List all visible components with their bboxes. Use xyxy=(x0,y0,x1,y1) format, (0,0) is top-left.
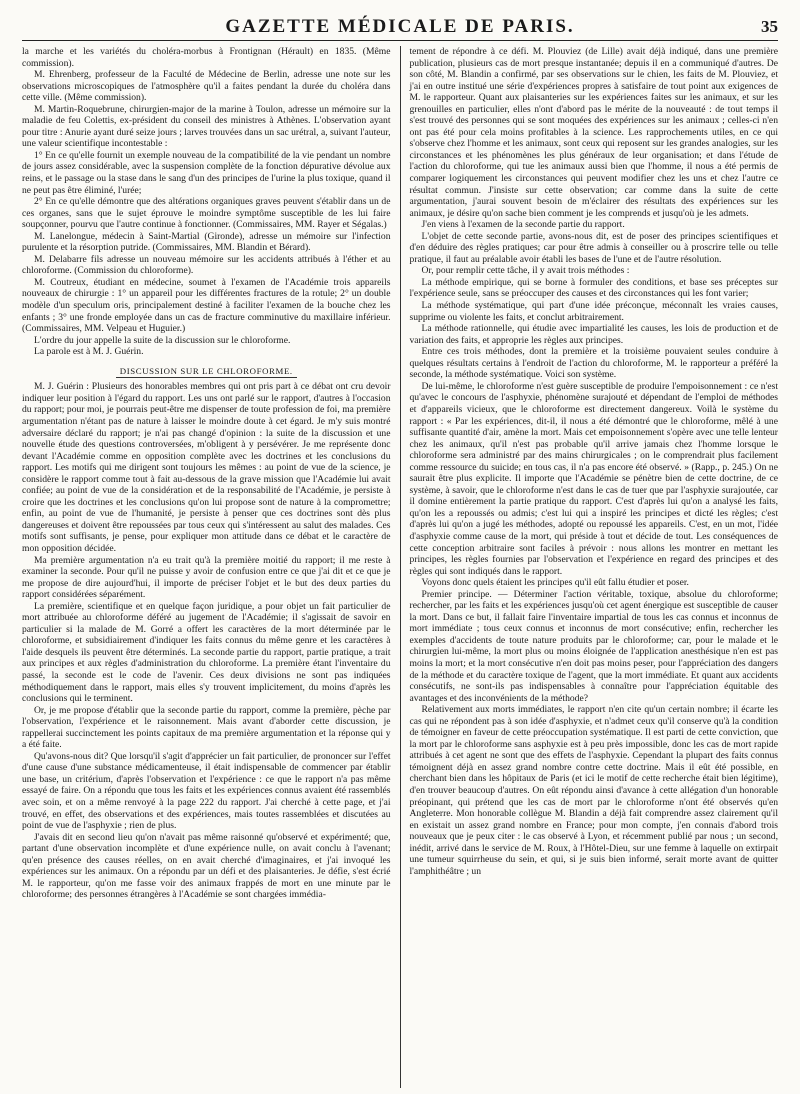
paragraph: 1° En ce qu'elle fournit un exemple nouveau de la compatibilité de la vie pendant un nombre de jours assez considérable, avec la suspension complète de la fonction dépurative dévolue aux reins, et le passage ou la stase dans le sang d'un des principes de l'urine la plus toxique, quand il ne peut pas être éliminé, l'urée; xyxy=(22,149,391,196)
paragraph: La méthode systématique, qui part d'une idée préconçue, méconnaît les vraies causes, supprime ou violente les faits, et conclut arbitrairement. xyxy=(409,300,778,323)
paragraph: M. Lanelongue, médecin à Saint-Martial (Gironde), adresse un mémoire sur l'infection purulente et la résorption putride. (Commissaires, MM. Blandin et Bérard). xyxy=(22,230,391,254)
paragraph: J'avais dit en second lieu qu'on n'avait pas même raisonné qu'observé et expérimenté; que, partant d'une observation incomplète et d'une expérience nulle, on avait conclu à l'avenant; qu'en présence des causes réelles, on en avait cherché d'imaginaires, et j'ai invoqué les expériences sur les animaux. On a répondu par un défi et des plaisanteries. Je défie, s'est écrié M. le rapporteur, qu'on me fasse voir des animaux frappés de mort en une minute par le chloroforme; des personnes étrangères à l'Académie se sont chargées immédia- xyxy=(22,831,391,901)
paragraph: Qu'avons-nous dit? Que lorsqu'il s'agit d'apprécier un fait particulier, de prononcer sur l'effet d'une cause d'une substance médicamenteuse, il était indispensable de commencer par établir une base, un critérium, d'après l'observation et l'expérience : ce que le rapport n'a pas même essayé de faire. On a répondu que tous les faits et les expériences connus avaient été rassemblés avec soin, et on a même renvoyé à la page 222 du rapport. J'ai cherché à cette page, et j'ai trouvé, en effet, des observations et des expériences, mais toutes rassemblées et discutées au point de vue de l'asphyxie ; rien de plus. xyxy=(22,750,391,832)
left-column xyxy=(22,46,400,1088)
paragraph: Ma première argumentation n'a eu trait qu'à la première moitié du rapport; il me reste à examiner la seconde. Pour qu'il ne puisse y avoir de confusion entre ce que j'ai dit et ce que je me propose de dire aujourd'hui, il importe de préciser l'objet et le but des deux parties du rapport considérées séparément. xyxy=(22,554,391,601)
paragraph: la marche et les variétés du choléra-morbus à Frontignan (Hérault) en 1835. (Même commission). xyxy=(22,46,391,69)
paragraph: Entre ces trois méthodes, dont la première et la troisième pouvaient seules conduire à quelques résultats certains à l'endroit de l'action du chloroforme, M. le rapporteur a préféré la seconde, la méthode systématique. Voici son système. xyxy=(409,346,778,381)
paragraph: Or, pour remplir cette tâche, il y avait trois méthodes : xyxy=(421,265,630,277)
paragraph: M. Delabarre fils adresse un nouveau mémoire sur les accidents attribués à l'éther et au chloroforme. (Commission du chloroforme). xyxy=(22,253,391,277)
page-number: 35 xyxy=(761,17,778,36)
paragraph: L'ordre du jour appelle la suite de la discussion sur le chloroforme. xyxy=(34,334,291,346)
journal-title: GAZETTE MÉDICALE DE PARIS. xyxy=(225,16,575,37)
paragraph: La méthode empirique, qui se borne à formuler des conditions, et base ses préceptes sur l'expérience seule, sans se préoccuper des causes et des circonstances qui les font varier; xyxy=(409,276,778,300)
paragraph: M. J. Guérin : Plusieurs des honorables membres qui ont pris part à ce débat ont cru devoir indiquer leur position à l'égard du rapport. Les uns ont parlé sur le rapport, d'autres à l'occasion du rapport; pour moi, je pourrais peut-être me dispenser de toute profession de foi, ma première argumentation n'étant pas de nature à laisser le moindre doute à cet égard. Je m'y suis montré adversaire déclaré du rapport; je n'ai pas changé d'opinion : la suite de la discussion et une nouvelle étude des questions controversées, m'obligent à y persévérer. Je me représente donc devant l'Académie comme en opposition complète avec les doctrines et les conclusions du rapport. Les motifs qui me dirigent sont toujours les mêmes : au point de vue de la science, je considère le rapport comme tout à fait au-dessous de la grave mission que l'Académie lui avait confiée; au point de vue de la considération et de la responsabilité de l'Académie, je persiste à croire que les doctrines et les conclusions qu'on lui propose sont de nature à la compromettre; enfin, au point de vue de l'humanité, je persiste à penser que ces doctrines sont dès plus dangereuses et doivent être repoussées par tous ceux qui s'intéressent au salut des malades. Ces motifs sont suffisants, je pense, pour expliquer mon attitude dans ce débat et le caractère de mon opposition décidée. xyxy=(22,381,391,554)
paragraph: La parole est à M. J. Guérin. xyxy=(34,346,144,358)
page-header xyxy=(22,14,778,41)
paragraph: 2° En ce qu'elle démontre que des altérations organiques graves peuvent s'établir dans un de ces organes, sans que le sujet éprouve le moindre symptôme susceptible de les lui faire soupçonner, pourvu que l'autre continue à fonctionner. (Commissaires, MM. Rayer et Ségalas.) xyxy=(22,196,391,231)
paragraph: La première, scientifique et en quelque façon juridique, a pour objet un fait particulier de mort attribuée au chloroforme déféré au jugement de l'Académie; il s'agissait de savoir en particulier si la malade de M. Gorré a offert les caractères de la mort déterminée par le chloroforme, et subsidiairement d'indiquer les faits connus du même genre et les caractères à l'aide desquels ils peuvent être déterminés. La seconde partie du rapport, partie pratique, a trait aux principes et aux règles d'administration du chloroforme. La première étant l'inventaire du passé, la seconde est le code de l'avenir. Ces deux divisions ne sont pas indiquées méthodiquement dans le rapport, mais elles s'y trouvent implicitement, du moins d'après les conclusions qui le terminent. xyxy=(22,600,391,705)
paragraph: J'en viens à l'examen de la seconde partie du rapport. xyxy=(421,219,625,231)
paragraph: M. Ehrenberg, professeur de la Faculté de Médecine de Berlin, adresse une note sur les observations microscopiques de l'atmosphère qu'il a faites pendant la durée du choléra dans cette ville. (Même commission). xyxy=(22,69,391,104)
paragraph: L'objet de cette seconde partie, avons-nous dit, est de poser des principes scientifiques et d'en déduire des règles pratiques; car pour être admis à conseiller ou à proscrire telle ou telle pratique, il faut au préalable avoir établi les bases de l'une et de l'autre résolution. xyxy=(409,230,778,265)
paragraph: Relativement aux morts immédiates, le rapport n'en cite qu'un certain nombre; il écarte les cas qui ne répondent pas à son idée d'asphyxie, et n'admet ceux qu'il conserve qu'à la condition de témoigner en faveur de cette préoccupation systématique. Il est parti de cette conviction, que la mort par le chloroforme sans asphyxie est à peu près impossible, donc les cas de mort rapide attribués à cet agent ne sont que des effets de l'asphyxie. Cependant la plupart des faits connus témoignent déjà en assez grand nombre contre cette doctrine. Mais il eût été possible, en cherchant bien dans les hôpitaux de Paris (et ici le motif de cette recherche était bien légitime), d'en trouver beaucoup d'autres. On eût répondu ainsi d'avance à cette allégation d'un honorable préopinant, qui prétend que les cas de mort par le chloroforme n'ont été observés qu'en Angleterre. Mon honorable collègue M. Blandin a déjà fait comprendre assez clairement qu'il en existait un assez grand nombre en France; pour mon compte, j'en connais d'abord trois nouveaux que je peux citer : le cas observé à Lyon, et récemment publié par nous ; un second, inédit, arrivé dans le service de M. Roux, à l'Hôtel-Dieu, sur une femme à laquelle on extirpait une tumeur squirrheuse du sein, et qui, si je suis bien informé, serait morte avant de quitter l'amphithéâtre ; un xyxy=(409,704,778,877)
paragraph: M. Coutreux, étudiant en médecine, soumet à l'examen de l'Académie trois appareils nouveaux de chirurgie : 1° un appareil pour les différentes fractures de la rotule; 2° un double modèle d'un speculum oris, principalement destiné à faciliter l'examen de la bouche chez les enfants ; 3° une fronde employée dans un cas de fracture comminutive du maxillaire inférieur. (Commissaires, MM. Velpeau et Huguier.) xyxy=(22,276,391,335)
paragraph: Voyons donc quels étaient les principes qu'il eût fallu étudier et poser. xyxy=(421,577,689,589)
text-columns xyxy=(22,46,778,1088)
right-column xyxy=(400,46,779,1088)
paragraph: La méthode rationnelle, qui étudie avec impartialité les causes, les lois de production et de variation des faits, et approprie les règles aux principes. xyxy=(409,323,778,346)
paragraph: tement de répondre à ce défi. M. Plouviez (de Lille) avait déjà indiqué, dans une première publication, plusieurs cas de mort presque instantanée; depuis il en a communiqué d'autres. De son côté, M. Blandin a confirmé, par ses observations sur le chien, les faits de M. Plouviez, et j'ai en outre institué une série d'expériences propres à satisfaire de tout point aux exigences de M. le rapporteur. Quant aux plaisanteries sur les expériences faites sur les animaux, et sur les grenouilles en particulier, elles n'ont d'abord pas le mérite de la nouveauté : de tout temps il s'est trouvé des personnes qui se sont moquées des expériences sur les animaux ; celles-ci n'en ont pas été pour cela moins profitables à la science. Les rapprochements utiles, en ce qui s'observe chez l'homme et les animaux, sont ceux qui reposent sur les grandes analogies, sur les circonstances et les phénomènes les plus généraux de leur organisation; et dans l'étude de l'action du chloroforme, qui tue les animaux aussi bien que l'homme, il nous a été permis de comparer logiquement les circonstances qui peuvent modifier chez les uns et chez l'autre ce résultat commun. J'insiste sur cette observation; car comme dans la suite de cette argumentation, j'aurai souvent besoin de m'éclairer des résultats des expériences sur les animaux, je désire qu'on sache bien comment je les comprends et jusqu'où je les admets. xyxy=(409,46,778,219)
section-title-text: DISCUSSION SUR LE CHLOROFORME. xyxy=(116,366,297,378)
paragraph: M. Martin-Roquebrune, chirurgien-major de la marine à Toulon, adresse un mémoire sur la maladie de feu Colettis, ex-président du conseil des ministres à Athènes. L'observation ayant pour titre : Anurie ayant duré seize jours ; larves trouvées dans un sac urétral, a, suivant l'auteur, une valeur scientifique incontestable : xyxy=(22,103,391,150)
paragraph: De lui-même, le chloroforme n'est guère susceptible de produire l'empoisonnement : ce n'est qu'avec le concours de l'asphyxie, phénomène surajouté et dépendant de l'emploi de méthodes et d'appareils vicieux, que le chloroforme est directement dangereux. Voilà le système du rapport : « Par les expériences, dit-il, il nous a été démontré que le chloroforme, mêlé à une suffisante quantité d'air, amène la mort. Mais cet empoisonnement s'opère avec une telle lenteur chez les animaux, qu'il n'est pas probable qu'il arrive jamais chez l'homme lorsque le chloroforme sera administré par des mains chirurgicales ; on le comprendrait plus facilement comme ressource du suicide; en tous cas, il n'a pas encore été observé. » (Rapp., p. 245.) On ne saurait être plus explicite. Il importe que l'Académie se pénètre bien de cette doctrine, de ce système, à savoir, que le chloroforme n'est dans le cas de tuer que par l'asphyxie surajoutée, car il domine entièrement la partie pratique du rapport. C'est d'après lui qu'on a analysé les faits, qu'on les a repoussés ou admis; c'est lui qui a inspiré les principes et dicté les règles; c'est d'après lui qu'on a jugé les méthodes, adopté ou repoussé les appareils. C'est, en un mot, l'idée d'asphyxie comme cause de la mort, qui préside à tout et décide de tout. Les conséquences de cette conception arbitraire sont faciles à prévoir : nous allons les montrer en mettant les principes, les règles fournies par l'observation et l'expérience en regard des principes et des règles qui sont indiqués dans le rapport. xyxy=(409,380,778,577)
section-title xyxy=(22,366,391,378)
paragraph: Premier principe. — Déterminer l'action véritable, toxique, absolue du chloroforme; rechercher, par les faits et les expériences jusqu'où cet agent énergique est susceptible de causer la mort. Dans ce but, il fallait faire l'inventaire impartial de tous les cas connus et inconnus de mort immédiate ; tous ceux connus et inconnus de mort consécutive; enfin, rechercher les exemples d'accidents de toute nature produits par le chloroforme; car, pour le malade et le chirurgien lui-même, la mort plus ou moins éloignée de l'application anesthésique n'en est pas moins la mort; et la mort consécutive n'en doit pas moins peser, pour l'appréciation des dangers de la méthode et du caractère toxique de l'agent, que la mort immédiate. Et quant aux accidents consécutifs, ne sont-ils pas indispensables à connaître pour l'appréciation équitable des avantages et des inconvénients de la méthode? xyxy=(409,588,778,704)
paragraph: Or, je me propose d'établir que la seconde partie du rapport, comme la première, pèche par l'observation, l'expérience et le raisonnement. Mais avant d'aborder cette discussion, je rappellerai succinctement les points capitaux de ma première argumentation et la réponse qui y a été faite. xyxy=(22,704,391,751)
